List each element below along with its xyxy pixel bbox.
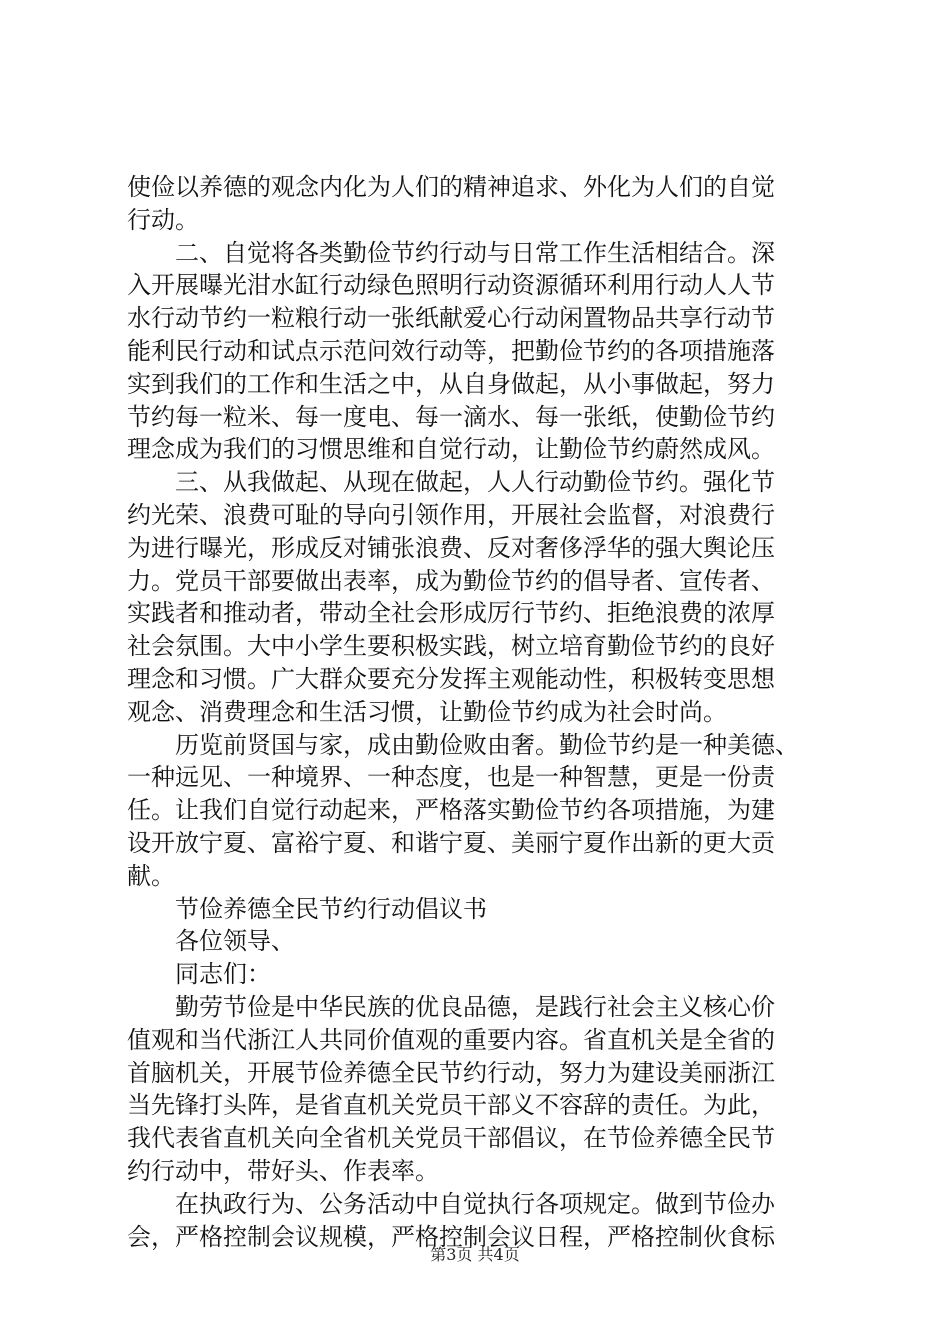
text-line: 能利民行动和试点示范问效行动等，把勤俭节约的各项措施落 [127, 336, 775, 365]
text-line: 我代表省直机关向全省机关党员干部倡议，在节俭养德全民节 [127, 1124, 775, 1153]
text-line: 二、自觉将各类勤俭节约行动与日常工作生活相结合。深 [127, 238, 775, 267]
text-line: 任。让我们自觉行动起来，严格落实勤俭节约各项措施，为建 [127, 796, 775, 825]
text-line: 在执政行为、公务活动中自觉执行各项规定。做到节俭办 [127, 1189, 775, 1218]
text-line: 使俭以养德的观念内化为人们的精神追求、外化为人们的自觉 [127, 173, 775, 201]
text-line: 值观和当代浙江人共同价值观的重要内容。省直机关是全省的 [127, 1025, 775, 1054]
text-line: 入开展曝光泔水缸行动绿色照明行动资源循环利用行动人人节 [127, 271, 775, 300]
text-line: 当先锋打头阵，是省直机关党员干部义不容辞的责任。为此， [127, 1091, 775, 1120]
text-line: 理念成为我们的习惯思维和自觉行动，让勤俭节约蔚然成风。 [127, 435, 775, 464]
text-line: 首脑机关，开展节俭养德全民节约行动，努力为建设美丽浙江 [127, 1058, 775, 1087]
text-line: 行动。 [127, 205, 199, 234]
text-line: 会，严格控制会议规模，严格控制会议日程，严格控制伙食标 [127, 1222, 775, 1251]
text-line: 献。 [127, 861, 175, 890]
text-line: 社会氛围。大中小学生要积极实践，树立培育勤俭节约的良好 [127, 632, 775, 661]
text-line: 约行动中，带好头、作表率。 [127, 1156, 439, 1185]
salutation-line: 同志们： [127, 960, 271, 989]
text-line: 为进行曝光，形成反对铺张浪费、反对奢侈浮华的强大舆论压 [127, 533, 775, 562]
page-number-footer: 第3页 共4页 [430, 1245, 520, 1264]
text-line: 设开放宁夏、富裕宁夏、和谐宁夏、美丽宁夏作出新的更大贡 [127, 828, 775, 857]
salutation-line: 各位领导、 [127, 927, 295, 956]
text-line: 实践者和推动者，带动全社会形成厉行节约、拒绝浪费的浓厚 [127, 599, 775, 628]
text-line: 力。党员干部要做出表率，成为勤俭节约的倡导者、宣传者、 [127, 566, 775, 595]
text-line: 历览前贤国与家，成由勤俭败由奢。勤俭节约是一种美德、 [127, 730, 799, 759]
text-line: 水行动节约一粒粮行动一张纸献爱心行动闲置物品共享行动节 [127, 304, 775, 333]
text-line: 节约每一粒米、每一度电、每一滴水、每一张纸，使勤俭节约 [127, 402, 775, 431]
text-line: 三、从我做起、从现在做起，人人行动勤俭节约。强化节 [127, 468, 775, 497]
text-line: 观念、消费理念和生活习惯，让勤俭节约成为社会时尚。 [127, 697, 727, 726]
document-body [127, 171, 827, 1253]
text-line: 理念和习惯。广大群众要充分发挥主观能动性，积极转变思想 [127, 664, 775, 693]
section-title: 节俭养德全民节约行动倡议书 [127, 894, 487, 923]
text-line: 一种远见、一种境界、一种态度，也是一种智慧，更是一份责 [127, 763, 775, 792]
text-line: 约光荣、浪费可耻的导向引领作用，开展社会监督，对浪费行 [127, 500, 775, 529]
text-line: 实到我们的工作和生活之中，从自身做起，从小事做起，努力 [127, 369, 775, 398]
text-line: 勤劳节俭是中华民族的优良品德，是践行社会主义核心价 [127, 992, 775, 1021]
